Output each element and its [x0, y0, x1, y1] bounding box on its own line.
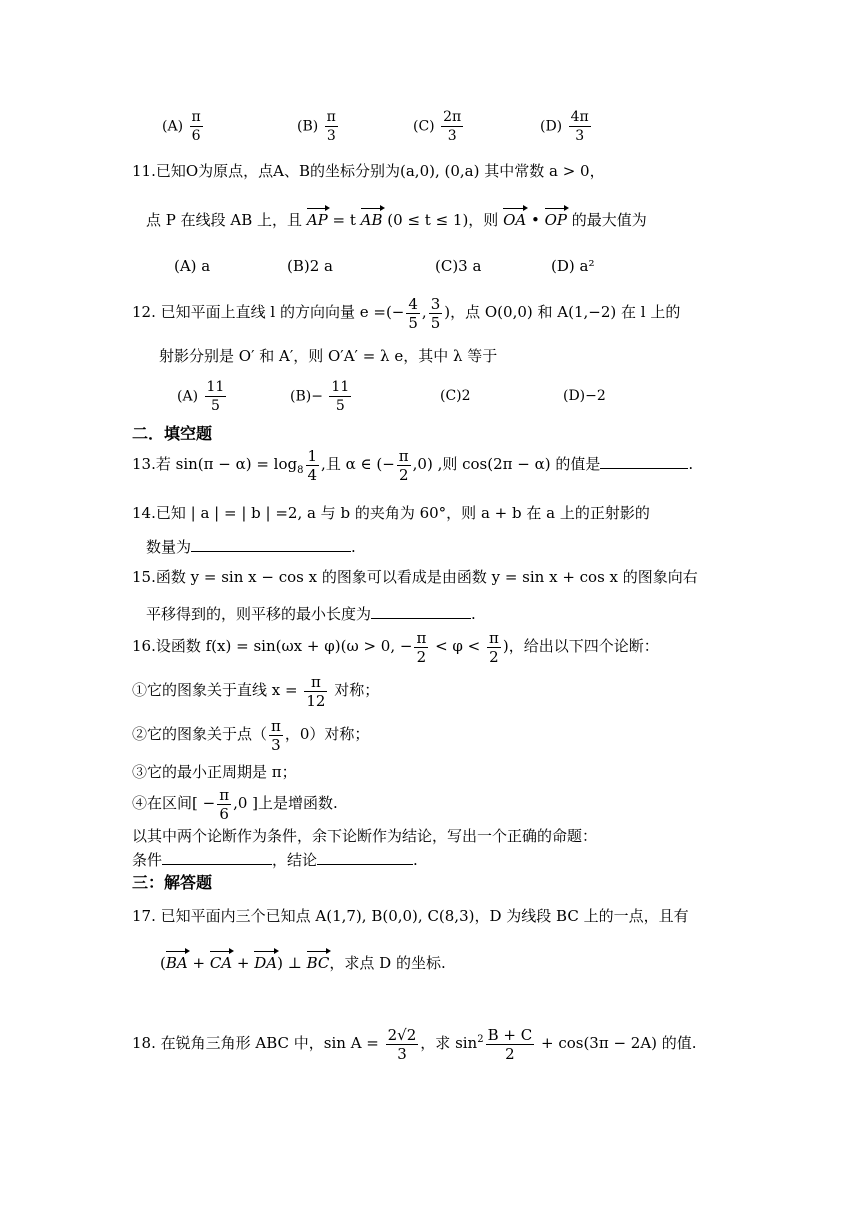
- vector-ap: AP: [307, 208, 328, 230]
- option-label: (C): [413, 118, 435, 135]
- conclusion-blank[interactable]: [317, 864, 413, 865]
- text: )，给出以下四个论断：: [502, 637, 659, 655]
- numerator: 4π: [570, 109, 589, 125]
- denominator: 3: [271, 735, 281, 754]
- option-label: (B)−: [290, 388, 323, 405]
- text: .: [688, 455, 694, 473]
- text: 16.设函数 f(x) = sin(ωx + φ)(ω > 0, −: [132, 637, 413, 655]
- text: ，求点 D 的坐标.: [329, 954, 446, 972]
- denominator: 3: [397, 1044, 407, 1063]
- q11-line2: [146, 208, 647, 230]
- text: )，点 O(0,0) 和 A(1,−2) 在 l 上的: [444, 303, 681, 321]
- q16-task: 以其中两个论断作为条件，余下论断作为结论，写出一个正确的命题：: [132, 827, 598, 845]
- numerator: π: [271, 716, 281, 735]
- q10-option-a: [162, 108, 205, 145]
- text: +: [187, 954, 210, 972]
- text: (0 ≤ t ≤ 1)，则: [382, 211, 504, 229]
- answer-blank[interactable]: [600, 468, 688, 469]
- q12-line1: [132, 292, 680, 332]
- denominator: 2: [505, 1044, 515, 1063]
- fraction: [429, 295, 443, 332]
- q11-option-c: (C)3 a: [435, 257, 482, 275]
- denominator: 3: [447, 128, 457, 144]
- text: + cos(3π − 2A) 的值.: [536, 1034, 697, 1052]
- q12-line2: 射影分别是 O′ 和 A′，则 O′A′ = λ e，其中 λ 等于: [159, 347, 498, 365]
- condition-blank[interactable]: [162, 864, 272, 865]
- numerator: 2√2: [387, 1025, 417, 1044]
- q15-line1: 15.函数 y = sin x − cos x 的图象可以看成是由函数 y = sin x + cos x 的图象向右: [132, 568, 698, 586]
- q15-line2: [146, 604, 476, 624]
- q11-option-d: (D) a²: [551, 257, 595, 275]
- denominator: 2: [398, 465, 409, 484]
- fraction: [414, 629, 428, 666]
- numerator: 1: [307, 446, 318, 465]
- numerator: B + C: [487, 1025, 533, 1044]
- q10-option-c: [413, 108, 465, 145]
- denominator: 5: [408, 313, 418, 332]
- option-label: (A): [177, 388, 199, 405]
- denominator: 6: [219, 804, 229, 823]
- text: ，0）对称；: [284, 725, 370, 743]
- vector-da: DA: [254, 951, 277, 973]
- fraction: [306, 447, 320, 484]
- q10-option-d: [540, 108, 593, 145]
- vector-ba: BA: [166, 951, 188, 973]
- text: ) ⊥: [277, 954, 307, 972]
- vector-bc: BC: [307, 951, 330, 973]
- q12-option-a: [177, 378, 228, 415]
- text: 12. 已知平面上直线 l 的方向向量 e =(−: [132, 303, 405, 321]
- subscript: 8: [297, 465, 304, 476]
- numerator: π: [219, 785, 230, 804]
- fraction: [304, 673, 327, 710]
- q16-claim-2: [132, 714, 369, 754]
- numerator: π: [304, 673, 327, 692]
- q10-option-b: [297, 108, 340, 145]
- numerator: π: [416, 628, 427, 647]
- q17-line2: [160, 951, 446, 973]
- numerator: 11: [331, 379, 350, 395]
- denominator: 5: [210, 398, 220, 414]
- q14-line2: [146, 537, 356, 557]
- text: 18. 在锐角三角形 ABC 中，sin A =: [132, 1034, 384, 1052]
- numerator: 3: [430, 294, 441, 313]
- q16-claim-1: [132, 670, 379, 710]
- fraction: [190, 108, 203, 145]
- option-label: (D): [540, 118, 563, 135]
- denominator: 12: [306, 691, 326, 710]
- denominator: 2: [416, 647, 427, 666]
- denominator: 6: [191, 128, 201, 144]
- text: 数量为: [146, 538, 192, 556]
- answer-blank[interactable]: [371, 618, 471, 619]
- q16-answer-line: [132, 850, 418, 870]
- denominator: 3: [575, 128, 585, 144]
- q13-line: [132, 444, 693, 491]
- denominator: 5: [335, 398, 345, 414]
- q16-claim-4: [132, 783, 338, 823]
- fraction: [569, 108, 591, 145]
- text: +: [232, 954, 255, 972]
- q14-line1: 14.已知 | a | = | b | =2, a 与 b 的夹角为 60°，则 a + b 在 a 上的正射影的: [132, 504, 650, 522]
- text: ④在区间[ −: [132, 794, 216, 812]
- text: 对称；: [329, 681, 380, 699]
- fraction: [329, 378, 351, 415]
- q16-line1: [132, 626, 659, 666]
- text: .: [351, 538, 356, 556]
- fraction: [217, 786, 231, 823]
- option-label: (A): [162, 118, 184, 135]
- q12-option-d: (D)−2: [563, 388, 606, 404]
- text: 点 P 在线段 AB 上，且: [146, 211, 303, 229]
- q11-line1: 11.已知O为原点，点A、B的坐标分别为(a,0), (0,a) 其中常数 a > 0，: [132, 162, 605, 180]
- fraction: [486, 1026, 535, 1063]
- numerator: 2π: [443, 109, 462, 125]
- text: 条件: [132, 851, 163, 869]
- fraction: [269, 717, 283, 754]
- text: ，求 sin: [420, 1034, 478, 1052]
- fraction: [397, 447, 411, 484]
- numerator: π: [191, 109, 201, 125]
- text: ,0 ]上是增函数.: [233, 794, 338, 812]
- q11-option-b: (B)2 a: [287, 257, 333, 275]
- fraction: [325, 108, 338, 145]
- text: .: [413, 851, 418, 869]
- fraction: [406, 295, 420, 332]
- denominator: 3: [326, 128, 336, 144]
- q11-option-a: (A) a: [174, 257, 211, 275]
- text: ②它的图象关于点（: [132, 725, 268, 743]
- answer-blank[interactable]: [191, 551, 351, 552]
- numerator: π: [398, 446, 409, 465]
- option-label: (B): [297, 118, 319, 135]
- numerator: 4: [408, 294, 418, 313]
- numerator: π: [326, 109, 336, 125]
- text: 13.若 sin(π − α) = log: [132, 455, 298, 473]
- text: = t: [327, 211, 361, 229]
- numerator: 11: [206, 379, 225, 395]
- text: (: [160, 954, 166, 972]
- text: ,且 α ∈ (−: [321, 455, 395, 473]
- text: ,: [421, 303, 427, 321]
- vector-ab: AB: [361, 208, 383, 230]
- text: ，结论: [272, 851, 318, 869]
- q12-option-c: (C)2: [440, 388, 471, 404]
- text: .: [471, 605, 476, 623]
- text: 的最大值为: [567, 211, 647, 229]
- text: •: [526, 211, 545, 229]
- vector-ca: CA: [210, 951, 232, 973]
- fraction: [386, 1026, 419, 1063]
- superscript: 2: [477, 1034, 484, 1045]
- denominator: 5: [430, 313, 441, 332]
- text: < φ <: [430, 637, 486, 655]
- denominator: 4: [307, 465, 318, 484]
- fraction: [487, 629, 501, 666]
- fraction: [205, 378, 227, 415]
- text: ①它的图象关于直线 x =: [132, 681, 303, 699]
- text: 平移得到的，则平移的最小长度为: [146, 605, 372, 623]
- section-heading-fill-in: 二．填空题: [132, 424, 213, 443]
- numerator: π: [489, 628, 499, 647]
- vector-oa: OA: [503, 208, 526, 230]
- q16-claim-3: ③它的最小正周期是 π；: [132, 763, 297, 781]
- section-heading-solve: 三：解答题: [132, 873, 213, 892]
- fraction: [441, 108, 463, 145]
- text: ,0) ,则 cos(2π − α) 的值是: [412, 455, 601, 473]
- vector-op: OP: [545, 208, 567, 230]
- denominator: 2: [489, 647, 499, 666]
- q18-line: [132, 1018, 697, 1065]
- q17-line1: 17. 已知平面内三个已知点 A(1,7), B(0,0), C(8,3)，D 为线段 BC 上的一点，且有: [132, 907, 689, 925]
- q12-option-b: [290, 378, 353, 415]
